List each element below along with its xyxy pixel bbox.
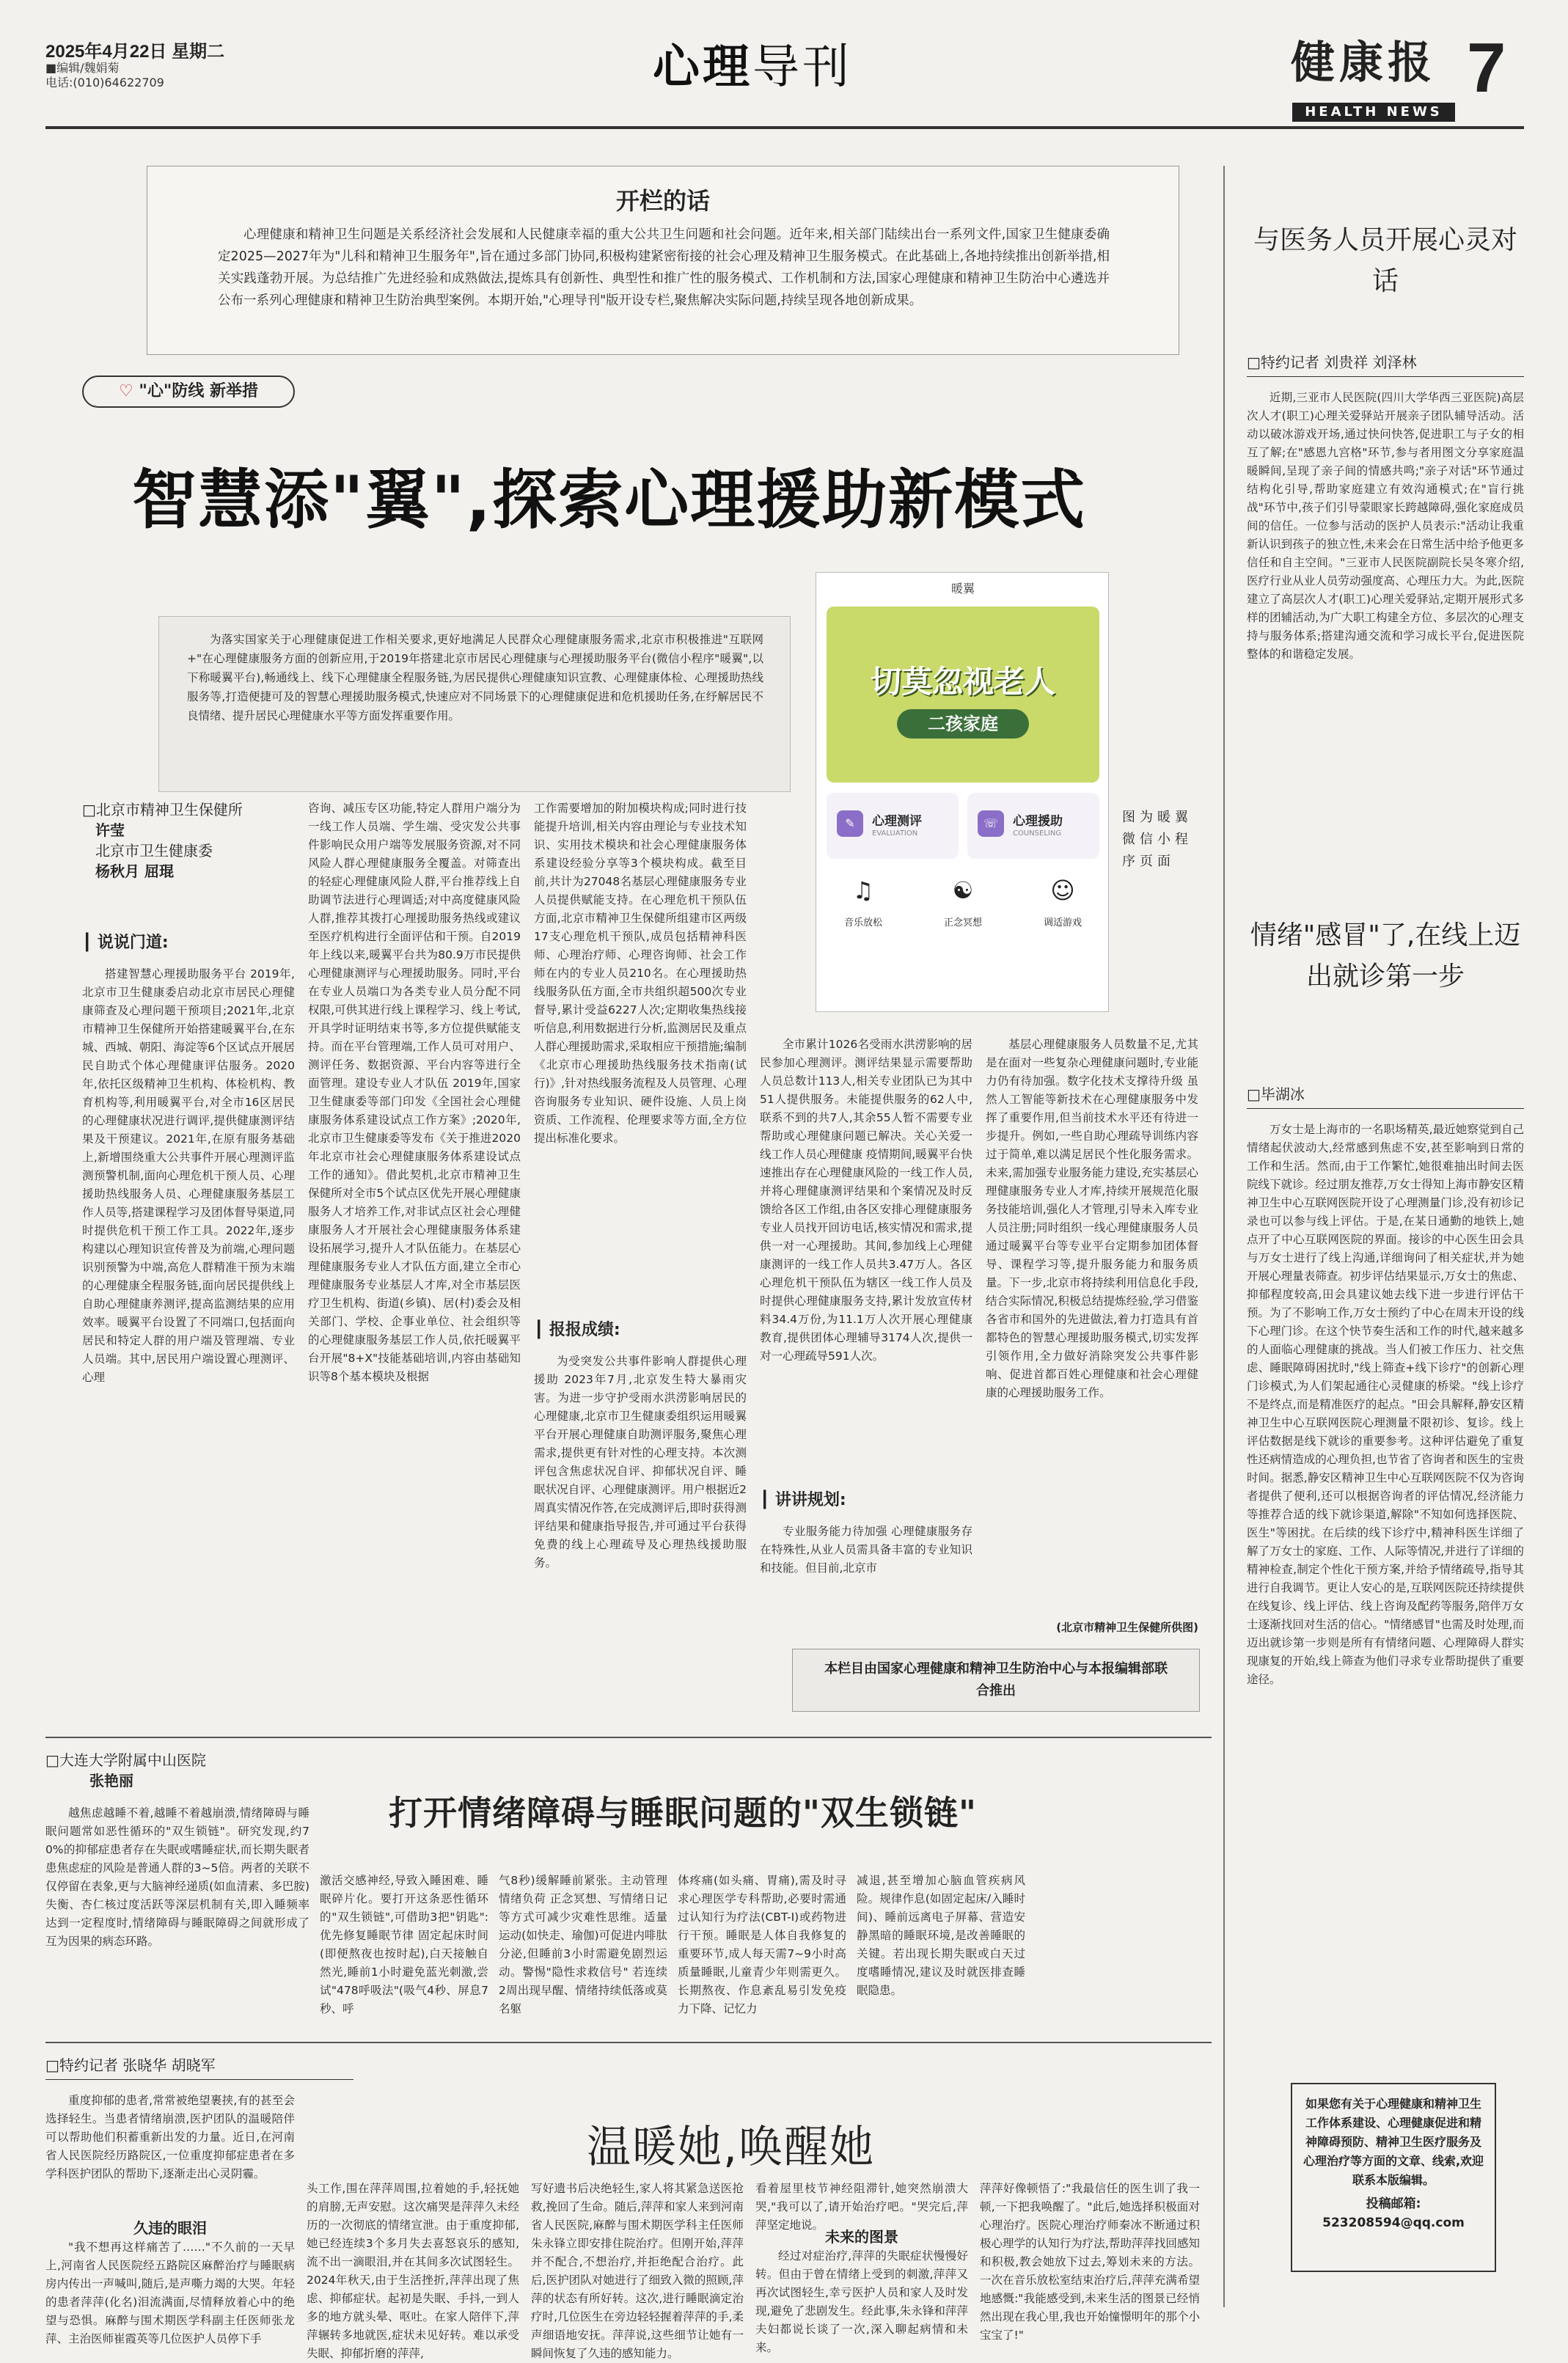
music-icon[interactable]: ♫ (852, 876, 874, 904)
app-screenshot (816, 572, 1109, 1012)
newspaper-logo-en: HEALTH NEWS (1292, 103, 1455, 122)
lead-box (158, 616, 791, 792)
mid-rule (45, 1737, 1212, 1738)
bottom-sub-1: 久违的眼泪 (133, 2219, 207, 2237)
game-icon[interactable]: ☺ (1050, 876, 1075, 904)
phone-line: 电话:(010)64622709 (45, 76, 164, 89)
mid-col-2: 激活交感神经,导致入睡困难、睡眠碎片化。要打开这条恶性循环的"双生锁链",可借助3把"钥匙":优先修复睡眠节律 固定起床时间(即便熬夜也按时起),白天接触自然光,睡前1小时避免蓝光刺激,尝试"478呼吸法"(吸气4秒、屏息7秒、呼 (320, 1874, 488, 2015)
bottom-headline: 温暖她,唤醒她 (587, 2122, 876, 2173)
heart-icon: ♡ (119, 382, 133, 400)
main-col-3: 工作需要增加的附加模块构成;同时进行技能提升培训,相关内容由理论与专业技术知识、实用技术模块和社会心理健康服务体系建设经验分享等3个模块构成。截至目前,共计为27048名基层心理健康服务专业人员提供赋能支持。在心理危机干预队伍方面,北京市精神卫生保健所组建市区两级17支心理危机干预队,成员包括精神科医师、心理治疗师、心理咨询师、社会工作师在内的专业人员210名。在心理援助热线服务队伍方面,全市共组织超500次专业督导,累计受益6227人次;定期收集热线接听信息,利用数据进行分析,监测居民及重点人群心理援助需求,采取相应干预措施;编制《北京市心理援助热线服务技术指南(试行)》,针对热线服务流程及人员管理、心理咨询服务专业知识、硬件设施、人员上岗资质、工作流程、伦理要求等方面,全方位提出标准化要求。 (534, 802, 747, 1145)
bottom-col-3: 写好遗书后决绝轻生,家人将其紧急送医抢救,挽回了生命。随后,萍萍和家人来到河南省人民医院,麻醉与围术期医学科主任医师朱永锋立即安排住院治疗。但刚开始,萍萍并不配合,不想治疗,并拒绝配合治疗。此后,医护团队对她进行了细致入微的照顾,萍萍的状态有所好转。这次,进行睡眠滴定治疗时,几位医生在旁边轻轻握着萍萍的手,柔声细语地安抚。萍萍说,这些细节让她有一瞬间恢复了久违的感知能力。 (531, 2182, 744, 2360)
app-top-title: 暖翼 (950, 582, 975, 596)
bottom-byline: □特约记者 张晓华 胡晓军 (45, 2054, 353, 2080)
main-col-4: 全市累计1026名受雨水洪涝影响的居民参加心理测评。测评结果显示需要帮助人员总数计113人,相关专业团队已为其中51人提供服务。未能提供服务的62人中,联系不到的共7人,其余55人暂不需要专业帮助或心理健康问题已解决。关心关爱一线工作人员心理健康 疫情期间,暖翼平台快速推出存在心理健康风险的一线工作人员,并将心理健康测评结果和个案情况及时反馈给各区工作组,由各区安排心理健康服务专业人员找开回访电话,核实情况和需求,提供一对一心理援助。其间,参加线上心理健康测评的一线工作人员共3.47万人。各区心理危机干预队伍为辖区一线工作人员及时提供心理健康服务支持,累计发放宣传材料34.4万份,为11.1万人次开展心理健康教育,提供团体心理辅导3174人次,提供一对一心理疏导591人次。 (760, 1038, 972, 1363)
intro-box (147, 166, 1179, 355)
eval-button[interactable]: ✎ 心理测评 EVALUATION (827, 793, 959, 859)
main-source: (北京市精神卫生保健所供图) (1056, 1621, 1198, 1634)
subhead-results: ┃ 报报成绩: (534, 1321, 620, 1339)
section-title: 心理导刊 (653, 40, 852, 95)
main-col-2: 咨询、减压专区功能,特定人群用户端分为一线工作人员端、学生端、受灾发公共事件影响民众用户端等发展服务资源,对不同风险人群心理健康服务全覆盖。对筛查出的轻症心理健康风险人群,平台推荐线上自助调节法进行心理调适;对中高度健康风险人群,推荐其拨打心理援助服务热线或建议至医疗机构进行全面评估和干预。自2019年上线以来,暖翼平台共为80.9万市民提供心理健康测评与心理援助服务。同时,平台在专业人员端口为各类专业人员分配不同权限,可供其进行线上课程学习、线上考试,开具学时证明结束书等,多方位提供赋能支持。而在平台管理端,工作人员可对用户、测评任务、数据资源、平台内容等进行全面管理。建设专业人才队伍 2019年,国家卫生健康委等部门印发《全国社会心理健康服务体系建设试点工作方案》;2020年,北京市卫生健康委等发布《关于推进2020年北京市社会心理健康服务体系建设试点工作的通知》。借此契机,北京市精神卫生保健所对全市5个试点区优先开展心理健康服务人才培养工作,对非试点区社会心理健康服务人才开展社会心理健康服务体系建设拓展学习,提升人才队伍能力。在基层心理健康服务专业人才队伍方面,建立全市心理健康服务专业基层人才库,对全市基层医疗卫生机构、街道(乡镇)、居(村)委会及相关部门、学校、企事业单位、社会组织等的心理健康服务基层工作人员,依托暖翼平台开展"8+X"技能基础培训,内容由基础知识等8个基本模块及根据 (308, 802, 521, 1383)
clipboard-icon: ✎ (837, 810, 863, 837)
bottom-col-1b: "我不想再这样痛苦了……"不久前的一天早上,河南省人民医院经五路院区麻醉治疗与睡眠病房内传出一声喊叫,随后,是声嘶力竭的大哭。年轻的患者萍萍(化名)泪流满面,尽情释放着心中的绝望与恐惧。麻醉与围术期医学科副主任医师张龙萍、主治医师崔霞英等几位医护人员停下手 (45, 2241, 295, 2345)
right2-text: 万女士是上海市的一名职场精英,最近她察觉到自己情绪起伏波动大,经常感到焦虑不安,甚至影响到日常的工作和生活。然而,由于工作繁忙,她很难抽出时间去医院线下就诊。经过朋友推荐,万女士得知上海市静安区精神卫生中心互联网医院开设了心理测量门诊,没有初诊记录也可以参与线上评估。于是,在某日通勤的地铁上,她点开了中心互联网医院的界面。接诊的中心医生田会具与万女士进行了线上沟通,详细询问了相关症状,并为她开展心理量表筛查。初步评估结果显示,万女士的焦虑、抑郁程度较高,田会具建议她去线下进一步进行评估干预。为了不影响工作,万女士预约了中心在周末开设的线下心理门诊。在这个快节奏生活和工作的时代,越来越多的人面临心理健康的挑战。当人们被工作压力、社交焦虑、睡眠障碍困扰时,"线上筛查+线下诊疗"的创新心理门诊模式,为人们架起通往心灵健康的桥梁。"线上诊疗不是终点,而是精准医疗的起点。"田会具解释,静安区精神卫生中心互联网医院心理测量不限初诊、复诊。线上评估数据是线下就诊的重要参考。这种评估避免了重复性还病情造成的心理负担,也节省了咨询者和医生的宝贵时间。据悉,静安区精神卫生中心互联网医院不仅为咨询者提供了便利,还可以根据咨询者的评估情况,经济能力等推荐合适的线下就诊渠道,解除"不知如何选择医院、医生"等困扰。在后续的线下诊疗中,精神科医生详细了解了万女士的家庭、工作、人际等情况,并进行了详细的精神检查,制定个性化干预方案,并给予情绪疏导,指导其进行自我调节。更让人安心的是,互联网医院还持续提供在线复诊、线上评估、线上咨询及配药等服务,陪伴万女士逐渐找回对生活的信心。"情绪感冒"也需及时处理,而迈出就诊第一步则是所有有情绪问题、心理障碍人群实现康复的开始,线上筛查为他们寻求专业帮助提供了重要途径。 (1247, 1123, 1524, 1686)
counseling-button[interactable]: ☏ 心理援助 COUNSELING (967, 793, 1099, 859)
issue-date: 2025年4月22日 星期二 (45, 42, 225, 62)
sidebar-rule (1223, 166, 1225, 2307)
bottom-col-5: 萍萍好像顿悟了:"我最信任的医生训了我一顿,一下把我唤醒了。"此后,她选择积极面对心理治疗。医院心理治疗师秦冰不断通过积极心理学的认知行为疗法,帮助萍萍找回感知和积极,教会她放下过去,筹划未来的方法。一次在音乐放松室结束治疗后,萍萍充满希望地感慨:"我能感受到,未来生活的图景已经悄然出现在我心里,我也开始憧憬明年的那个小宝宝了!" (980, 2182, 1200, 2342)
main-headline: 智慧添"翼",探索心理援助新模式 (132, 462, 1087, 538)
bottom-col-1: 重度抑郁的患者,常常被绝望裹挟,有的甚至会选择轻生。当患者情绪崩溃,医护团队的温暖陪伴可以帮助他们积蓄重新出发的力量。近日,在河南省人民医院经历路院区,一位重度抑郁症患者在多学科医护团队的帮助下,逐渐走出心灵阴霾。 (45, 2094, 295, 2180)
mid-col-3: 气8秒)缓解睡前紧张。主动管理情绪负荷 正念冥想、写情绪日记等方式可减少灾难性思维。适量运动(如快走、瑜伽)可促进内啡肽分泌,但睡前3小时需避免剧烈运动。警惕"隐性求救信号" 若连续2周出现早醒、情绪持续低落或莫名躯 (499, 1874, 667, 2015)
app-item-meditation: 正念冥想 (943, 917, 982, 928)
bottom-sub-2: 未来的图景 (825, 2228, 898, 2246)
mid-col-5: 减退,甚至增加心脑血管疾病风险。规律作息(如固定起床/入睡时间)、睡前远离电子屏幕、营造安静黑暗的睡眠环境,是改善睡眠的关键。若出现长期失眠或白天过度嗜睡情况,建议及时就医排查睡眠隐患。 (857, 1874, 1025, 1997)
page-number: 7 (1467, 29, 1506, 107)
bottom-rule (45, 2042, 1212, 2043)
app-banner (827, 607, 1099, 783)
subhead-methods: ┃ 说说门道: (82, 934, 169, 952)
main-col-4b: 专业服务能力待加强 心理健康服务存在特殊性,从业人员需具备丰富的专业知识和技能。但目前,北京市 (760, 1525, 972, 1575)
mid-col-4: 体疼痛(如头痛、胃痛),需及时寻求心理医学专科帮助,必要时需通过认知行为疗法(CBT-I)或药物进行干预。睡眠是人体自我修复的重要环节,成人每天需7~9小时高质量睡眠,儿童青少年则需更久。长期熬夜、作息紊乱易引发免疫力下降、记忆力 (678, 1874, 846, 2015)
column-tag: ♡ "心"防线 新举措 (82, 375, 295, 408)
main-col-5: 基层心理健康服务人员数量不足,尤其是在面对一些复杂心理健康问题时,专业能力仍有待加强。数字化技术支撑待升级 虽然人工智能等新技术在心理健康服务中发挥了重要作用,但当前技术水平还有待进一步提升。例如,一些自助心理疏导训练内容过于简单,难以满足居民个性化服务需求。未来,需加强专业服务能力建设,充实基层心理健康服务专业人才库,持续开展规范化服务技能培训,强化人才管理,引导未入库专业人员注册;同时组织一线心理健康服务人员通过暖翼平台等专业平台定期参加团体督导、课程学习等,提升服务能力和服务质量。下一步,北京市将持续利用信息化手段,结合实际情况,积极总结提炼经验,学习借鉴各省市和国外的先进做法,着力打造具有首都特色的智慧心理援助服务模式,切实发挥引领作用,全力做好消除突发公共事件影响、促进首都百姓心理健康和社会心理健康的心理援助服务工作。 (986, 1038, 1198, 1399)
right2-byline: □毕湖冰 (1247, 1082, 1524, 1109)
right1-title: 与医务人员开展心灵对话 (1253, 225, 1517, 296)
bottom-col-4: 看着屋里枝节神经阻滞针,她突然崩溃大哭,"我可以了,请开始治疗吧。"哭完后,萍萍坚定地说。 (755, 2182, 968, 2232)
contribution-box (1291, 2083, 1496, 2272)
intro-title: 开栏的话 (615, 187, 710, 215)
bottom-col-4b: 经过对症治疗,萍萍的失眠症状慢慢好转。但由于曾在情绪上受到的刺激,萍萍又再次试图轻生,幸亏医护人员和家人及时发现,避免了悲剧发生。经此事,朱永锋和萍萍夫妇都说长谈了一次,深入聊起病情和未来。 (755, 2249, 968, 2354)
intro-text: 心理健康和精神卫生问题是关系经济社会发展和人民健康幸福的重大公共卫生问题和社会问题。近年来,相关部门陆续出台一系列文件,国家卫生健康委确定2025—2027年为"儿科和精神卫生服务年",旨在通过多部门协同,积极构建紧密衔接的社会心理及精神卫生服务模式。在此基础上,各地持续推出创新举措,相关实践蓬勃开展。为总结推广先进经验和成熟做法,提炼具有创新性、典型性和推广性的服务模式、工作机制和方法,国家心理健康和精神卫生防治中心遴选并公布一系列心理健康和精神卫生防治典型案例。本期开始,"心理导刊"版开设专栏,聚焦解决实际问题,持续呈现各地创新成果。 (218, 227, 1110, 308)
contribution-text: 如果您有关于心理健康和精神卫生工作体系建设、心理健康促进和精神障碍预防、精神卫生医疗服务及心理治疗等方面的文章、线索,欢迎联系本版编辑。 (1303, 2097, 1484, 2187)
right2-title: 情绪"感冒"了,在线上迈出就诊第一步 (1250, 920, 1521, 992)
lead-text: 为落实国家关于心理健康促进工作相关要求,更好地满足人民群众心理健康服务需求,北京市积极推进"互联网+"在心理健康服务方面的创新应用,于2019年搭建北京市居民心理健康与心理援助服务平台(微信小程序"暖翼",以下称暖翼平台),畅通线上、线下心理健康全程服务链,为居民提供心理健康知识宣教、心理健康体检、心理援助热线服务等,打造便捷可及的智慧心理援助服务模式,快速应对不同场景下的心理健康促进和危机援助任务,在纾解居民不良情绪、提升居民心理健康水平等方面发挥重要作用。 (187, 633, 763, 722)
bottom-col-2: 头工作,围在萍萍周围,拉着她的手,轻抚她的肩膀,无声安慰。这次痛哭是萍萍久未经历的一次彻底的情绪宣泄。由于重度抑郁,她已经连续3个多月失去喜怒哀乐的感知,流不出一滴眼泪,并在其间多次试图轻生。2024年秋天,由于生活挫折,萍萍出现了焦虑、抑郁症状。起初是失眠、手抖,一到人多的地方就头晕、呕吐。在家人陪伴下,萍萍辗转多地就医,症状未见好转。难以承受失眠、抑郁折磨的萍萍, (307, 2182, 519, 2360)
right1-text: 近期,三亚市人民医院(四川大学华西三亚医院)高层次人才(职工)心理关爱驿站开展亲子团队辅导活动。活动以破冰游戏开场,通过快问快答,促进职工与子女的相互了解;在"感恩九宫格"环节,参与者用图文分享家庭温暖瞬间,呈现了亲子间的情感共鸣;"亲子对话"环节通过结构化引导,帮助家庭建立有效沟通模式;在"盲行挑战"环节中,孩子们引导蒙眼家长跨越障碍,强化家庭成员间的信任。一位参与活动的医护人员表示:"活动让我重新认识到孩子的独立性,未来会在日常生活中给予他更多信任和自主空间。"三亚市人民医院副院长吴冬寒介绍,医疗行业从业人员劳动强度高、心理压力大。为此,医院建立了高层次人才(职工)心理关爱驿站,定期开展形式多样的团辅活动,为广大职工构建全方位、多层次的心理支持与服务体系;搭建沟通交流和学习成长平台,促进医院整体的和谐稳定发展。 (1247, 391, 1524, 661)
image-caption: 图为暖翼微信小程序页面 (1122, 810, 1193, 869)
app-feature-row (827, 873, 1099, 947)
app-item-game: 调适游戏 (1043, 917, 1082, 928)
app-banner-sub: 二孩家庭 (897, 709, 1029, 739)
mid-byline: □大连大学附属中山医院 张艳丽 (45, 1751, 206, 1789)
app-item-music: 音乐放松 (843, 917, 882, 928)
email-link[interactable]: 523208594@qq.com (1322, 2216, 1465, 2230)
email-label: 投稿邮箱: (1366, 2197, 1421, 2211)
mid-headline: 打开情绪障碍与睡眠问题的"双生锁链" (389, 1793, 977, 1833)
mid-col-1: 越焦虑越睡不着,越睡不着越崩溃,情绪障碍与睡眠问题常如恶性循环的"双生锁链"。研究发现,约70%的抑郁症患者存在失眠或嗜睡症状,而长期失眠者患焦虑症的风险是普通人群的3~5倍。两者的关联不仅停留在表象,更与大脑神经递质(如血清素、多巴胺)失衡、杏仁核过度活跃等深层机制有关,即入睡频率达到一定程度时,情绪障碍与睡眠障碍之间就形成了互为因果的病态环路。 (45, 1806, 309, 1948)
newspaper-logo: 健康报 (1291, 37, 1436, 89)
meditation-icon[interactable]: ☯ (952, 876, 974, 904)
app-banner-title: 切莫忽视老人 (870, 664, 1055, 700)
main-col-1: 搭建智慧心理援助服务平台 2019年,北京市卫生健康委启动北京市居民心理健康筛查及心理问题干预项目;2021年,北京市精神卫生保健所开始搭建暖翼平台,在东城、西城、朝阳、海淀等6个区试点开展居民自助式个体心理健康评估服务。2020年,依托区级精神卫生机构、体检机构、教育机构等,利用暖翼平台,对全市16区居民的心理健康状况进行调评,提供健康测评结果及干预建议。2021年,在原有服务基础上,新增围绕重大公共事件开展心理测评监测预警机制,面向心理危机干预人员、心理援助热线服务人员、心理健康服务基层工作人员等,搭建课程学习及团体督导渠道,同时提供危机干预工作工具。2022年,逐步构建以心理知识宣传普及为前端,心理问题识别预警为中端,高危人群精准干预为末端的心理健康全程服务链,面向居民提供线上自助心理健康养测评,提高监测结果的应用效率。暖翼平台设置了不同端口,包括面向居民和特定人群的用户端及管理端、专业人员端。其中,居民用户端设置心理测评、心理 (82, 967, 295, 1384)
main-col-3b: 为受突发公共事件影响人群提供心理援助 2023年7月,北京发生特大暴雨灾害。为进一步守护受雨水洪涝影响居民的心理健康,北京市卫生健康委组织运用暖翼平台开展心理健康自助测评服务,聚焦心理需求,提供更有针对性的心理支持。本次测评包含焦虑状况自评、抑郁状况自评、睡眠状况自评、心理健康测评。用户根据近2周真实情况作答,在完成测评后,即时获得测评结果和健康指导报告,并可通过平台获得免费的线上心理疏导及心理热线援助服务。 (534, 1355, 747, 1569)
chat-icon: ☏ (978, 810, 1004, 837)
editor-line: ■编辑/魏娟菊 (45, 61, 120, 75)
header-rule (45, 126, 1524, 129)
subhead-plans: ┃ 讲讲规划: (760, 1491, 846, 1509)
column-footer-box: 本栏目由国家心理健康和精神卫生防治中心与本报编辑部联合推出 (792, 1649, 1200, 1712)
right1-byline: □特约记者 刘贵祥 刘泽林 (1247, 351, 1524, 377)
main-byline: □北京市精神卫生保健所 许莹 北京市卫生健康委 杨秋月 屈琨 (82, 801, 243, 880)
